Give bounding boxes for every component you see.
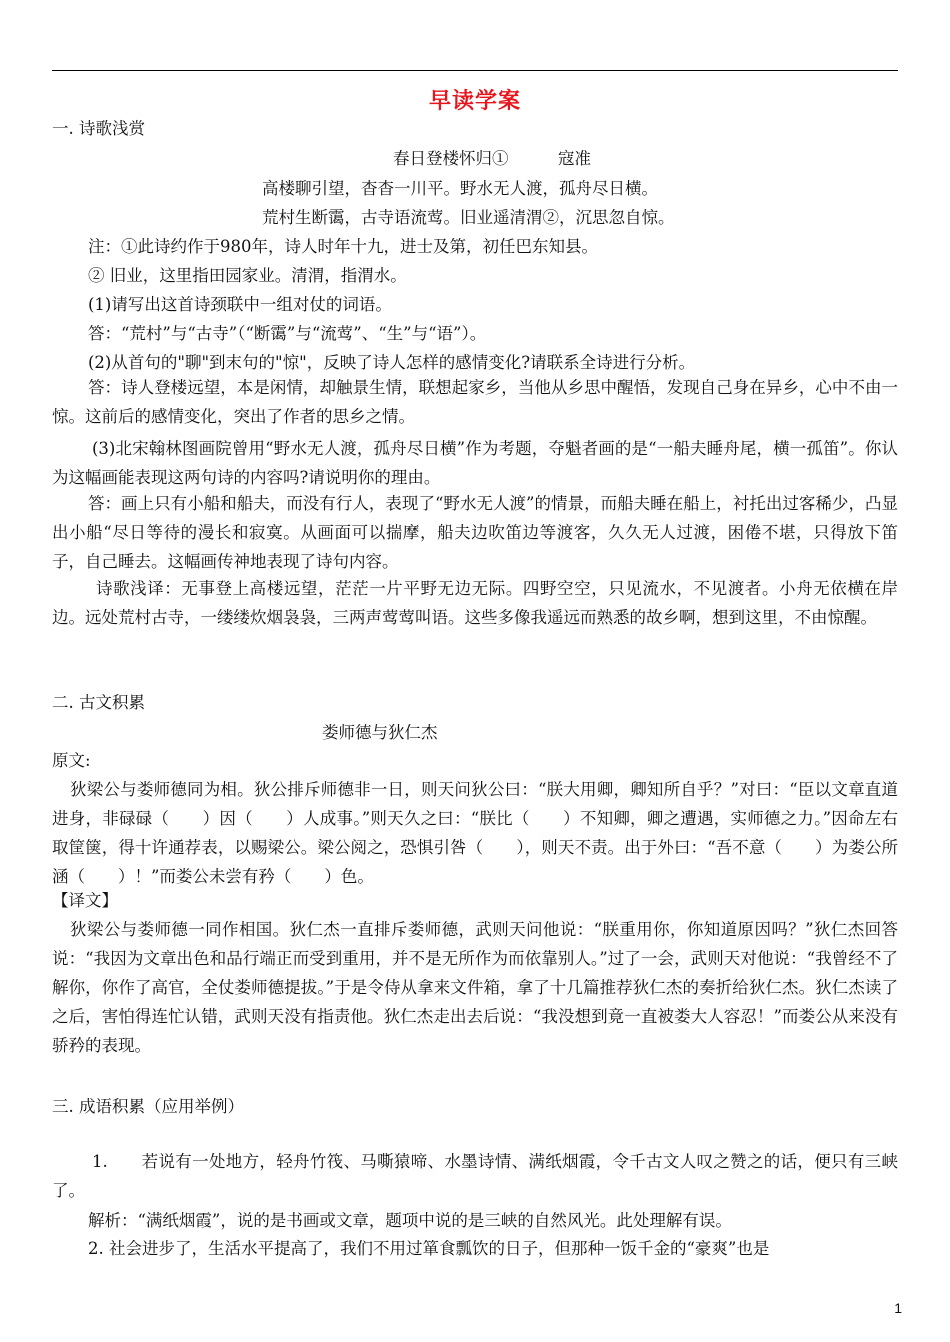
answer-2: 答：诗人登楼远望，本是闲情，却触景生情，联想起家乡，当他从乡思中醒悟，发现自己身在异乡，心中不由一惊。这前后的感情变化，突出了作者的思乡之情。 (52, 378, 898, 426)
question-3: (3)北宋翰林图画院曾用“野水无人渡，孤舟尽日横”作为考题，夺魁者画的是“一船夫睡舟尾，横一孤笛”。你认为这幅画能表现这两句诗的内容吗?请说明你的理由。 (52, 439, 898, 487)
original-label: 原文: (52, 751, 91, 770)
question-1: (1)请写出这首诗颈联中一组对仗的词语。 (88, 295, 392, 314)
poem-line-2: 荒村生断霭，古寺语流莺。旧业遥清渭②，沉思忽自惊。 (262, 208, 675, 227)
section-heading-poetry: 一. 诗歌浅赏 (52, 119, 145, 138)
poem-translation: 诗歌浅译：无事登上高楼远望，茫茫一片平野无边无际。四野空空，只见流水，不见渡者。小舟无依横在岸边。远处荒村古寺，一缕缕炊烟袅袅，三两声莺莺叫语。这些多像我遥远而熟悉的故乡啊，想到这里，不由惊醒。 (52, 579, 898, 627)
article-translation: 狄梁公与娄师德一同作相国。狄仁杰一直排斥娄师德，武则天问他说：“朕重用你，你知道原因吗？”狄仁杰回答说：“我因为文章出色和品行端正而受到重用，并不是无所作为而依靠别人。”过了一会，武则天对他说：“我曾经不了解你，你作了高官，全仗娄师德提拔。”于是令侍从拿来文件箱，拿了十几篇推荐狄仁杰的奏折给狄仁杰。狄仁杰读了之后，害怕得连忙认错，武则天没有指责他。狄仁杰走出去后说：“我没想到竟一直被娄大人容忍！”而娄公从来没有骄矜的表现。 (52, 920, 898, 1055)
article-title: 娄师德与狄仁杰 (322, 723, 438, 742)
answer-1: 答：“荒村”与“古寺”（“断霭”与“流莺”、“生”与“语”）。 (88, 324, 487, 343)
note-1: 注：①此诗约作于980年，诗人时年十九，进士及第，初任巴东知县。 (88, 237, 598, 256)
poem-line-1: 高楼聊引望，杳杳一川平。野水无人渡，孤舟尽日横。 (262, 179, 658, 198)
poem-title: 春日登楼怀归① (393, 149, 509, 168)
idiom-item-2: 2. 社会进步了，生活水平提高了，我们不用过箪食瓢饮的日子，但那种一饭千金的“豪爽”也是 (88, 1239, 770, 1258)
page-title: 早读学案 (428, 88, 521, 114)
section-heading-classical: 二. 古文积累 (52, 693, 145, 712)
question-2: (2)从首句的"聊"到末句的"惊"，反映了诗人怎样的感情变化?请联系全诗进行分析。 (88, 353, 696, 372)
section-heading-idioms: 三. 成语积累（应用举例） (52, 1097, 244, 1116)
note-2: ② 旧业，这里指田园家业。清渭，指渭水。 (88, 266, 407, 285)
translation-label: 【译文】 (52, 891, 118, 910)
original-text: 狄梁公与娄师德同为相。狄公排斥师德非一日，则天问狄公曰：“朕大用卿，卿知所自乎？”对曰：“臣以文章直道进身，非碌碌（ ）因（ ）人成事。”则天久之曰：“朕比（ ）不知卿，卿之遭遇，实师德之力。”因命左右取筐箧，得十许通荐表，以赐梁公。梁公阅之，恐惧引咎（ ），则天不责。出于外曰：“吾不意（ ）为娄公所涵（ ）！”而娄公未尝有矜（ ）色。 (52, 780, 898, 886)
answer-3: 答：画上只有小船和船夫，而没有行人，表现了“野水无人渡”的情景，而船夫睡在船上，衬托出过客稀少，凸显出小船“尽日等待的漫长和寂寞。从画面可以揣摩，船夫边吹笛边等渡客，久久无人过渡，困倦不堪，只得放下笛子，自己睡去。这幅画传神地表现了诗句内容。 (52, 494, 898, 571)
idiom-analysis-1: 解析：“满纸烟霞”，说的是书画或文章，题项中说的是三峡的自然风光。此处理解有误。 (88, 1211, 732, 1230)
header-rule (52, 70, 898, 71)
idiom-item-1: 1. 若说有一处地方，轻舟竹筏、马嘶猿啼、水墨诗情、满纸烟霞，令千古文人叹之赞之的话，便只有三峡了。 (52, 1152, 898, 1200)
page-number: 1 (894, 1300, 902, 1316)
poem-author: 寇准 (558, 149, 591, 168)
